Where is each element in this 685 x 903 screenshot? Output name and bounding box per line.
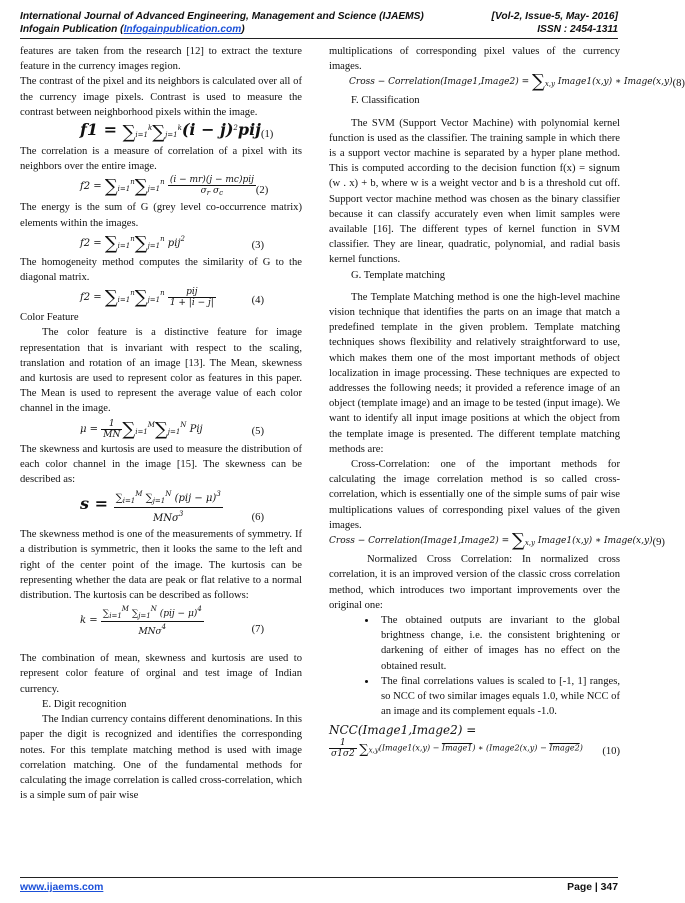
publisher-link[interactable]: Infogainpublication.com [123, 24, 242, 35]
list-item: • The obtained outputs are invariant to the global brightness change, i.e. the consistent brightening or darkening of either of images has no effect on the obtained result. [377, 613, 620, 674]
section-heading: Color Feature [20, 312, 79, 324]
section-heading: F. Classification [351, 95, 420, 107]
page-footer [20, 882, 618, 893]
equation-7: k = $\frac{\sum_{i=1}^M \sum_{j=1}^N (pij - \mu)^4}{MN\sigma^4}$ (7) [80, 605, 264, 638]
paragraph: The energy is the sum of G (grey level co-occurrence matrix) elements within the images. [20, 202, 302, 229]
equation-2: $f2 = \sum_{i=1}^n\sum_{j=1}^n$ $\frac{\text{(i − mr)(j − mc)pij}}{\sigma_r \sigma_c}$ (2) [80, 175, 269, 198]
publisher-line: Infogain Publication (Infogainpublication.com) [20, 24, 245, 35]
bullet-list [329, 613, 620, 719]
equation-4: $f2 = \sum_{i=1}^n\sum_{j=1}^n$ $\frac{\text{pij}}{1 + |i - j|}$ (4) [80, 287, 264, 309]
paragraph: The SVM (Support Vector Machine) with polynomial kernel function is used as the classifier. The training sample in which there is a support vector machine is separated by a hyper plane method. This is computed according to the decision function f(x) = signum (w . x) + b, where w is a weight vector and b is a threshold cut off. Support vector machine method was chosen as the binary classifier because it can classify accurately even when limit samples were available [16]. The different types of kernel function in SVM classifier. They are linear, quadratic, polynomial, and radial basis kernel functions. [329, 117, 620, 266]
paragraph: The correlation is a measure of correlation of a pixel with its neighbors over the entire image. [20, 146, 302, 173]
footer-rule [20, 877, 618, 878]
paragraph: Normalized Cross Correlation: In normalized cross correlation, it is an improved version of the classic cross correlation method, which introduces two important improvements over the original one: [329, 554, 620, 611]
paragraph: The color feature is a distinctive feature for image representation that is invariant with respect to the scaling, translation and rotation of an image [13]. The Mean, skewness and kurtosis are used to represent color as features in this paper. The Mean is used to represent the average value of each color channel in the image. [20, 327, 302, 415]
equation-8: Cross − Correlation(Image1,Image2) = $\sum_{x,y}$ Image1(x,y) ∗ Image(x,y) (8) [349, 71, 685, 93]
left-column [20, 44, 302, 803]
paragraph: The contrast of the pixel and its neighbors is calculated over all of the currency image pixels. Contrast is used to measure the contrast between neighborhood pixels within the image. [20, 76, 302, 118]
page-header [20, 10, 618, 36]
issn: ISSN : 2454-1311 [537, 24, 618, 35]
paragraph: The skewness method is one of the measurements of symmetry. If a distribution is symmetric, then it looks the same to the left and right of the center point of the image. The kurtosis can be representing whether the data are peak or flat relative to a normal distribution. The kurtosis can be described as follows: [20, 529, 302, 602]
paragraph: The Template Matching method is one the high-level machine vision technique that identifies the parts on an image that match a predefined template in the given problem. Template matching techniques shows flexibility and relatively straightforward to use, which makes them one of the most important methods of object localization in image processing. These techniques are expected to addresses the following needs; it provided a reference image of an object (template image) and an image to be tested (input image). We want to identify all input image positions at which the object from the template image is presented. The different template matching methods are: [329, 291, 620, 455]
equation-1: $f1 = \sum_{i=1}^k\sum_{j=1}^k(i - j)^2pij$ (1) [80, 120, 274, 144]
equation-10: NCC(Image1,Image2) = $\frac{1}{\sigma 1\sigma 2}$ ∑x,y(Image1(x,y) − Image1) ∗ (Image2(x,y) − Image2) (10) [329, 723, 620, 760]
paragraph: multiplications of corresponding pixel values of the currency images. [329, 46, 620, 73]
section-heading: E. Digit recognition [42, 698, 127, 710]
site-link[interactable]: www.ijaems.com [20, 882, 104, 893]
journal-title: International Journal of Advanced Engineering, Management and Science (IJAEMS) [20, 11, 424, 22]
header-rule [20, 38, 618, 39]
equation-9: Cross − Correlation(Image1,Image2) = $\sum_{x,y}$ Image1(x,y) ∗ Image(x,y) (9) [329, 530, 665, 552]
paragraph: The homogeneity method computes the similarity of G to the diagonal matrix. [20, 256, 302, 284]
paragraph: The combination of mean, skewness and kurtosis are used to represent color feature of orginal and test image of Indian currency. [20, 653, 302, 695]
paragraph: Cross-Correlation: one of the important methods for calculating the image correlation method is so called cross-correlation, which is essentially one of the simple sums of pair wise multiplications values of corresponding pixel values of the given images. [329, 459, 620, 531]
volume-info: [Vol-2, Issue-5, May- 2016] [491, 11, 618, 22]
equation-6: s = $\frac{\sum_{i=1}^M \sum_{j=1}^N (pij - \mu)^3}{MN\sigma^3}$ (6) [80, 490, 264, 525]
list-item: • The final correlations values is scaled to [-1, 1] ranges, so NCC of two similar images equals 1.0, while NCC of an image and its complement equals -1.0. [377, 674, 620, 720]
equation-5: μ = $\frac{1}{MN}$ $\sum_{i=1}^M\sum_{j=1}^N$ Pij (5) [80, 418, 264, 440]
equation-3: $f2 = \sum_{i=1}^n\sum_{j=1}^n$ pij$^2$ (3) [80, 232, 264, 254]
section-heading: G. Template matching [351, 269, 446, 281]
paragraph: The Indian currency contains different denominations. In this paper the digit is recognized and identifies the corresponding notes. For this template matching method is used with image correlation matching. One of the fundamental methods for calculating the image correlation is called cross-correlation, which is a simple sum of pair wise [20, 714, 302, 802]
page-number: Page | 347 [567, 882, 618, 893]
right-column [329, 44, 685, 760]
paragraph: The skewness and kurtosis are used to measure the distribution of each color channel in the image [15]. The skewness can be described as: [20, 443, 302, 486]
paragraph: features are taken from the research [12] to extract the texture feature in the currency images region. [20, 46, 302, 73]
